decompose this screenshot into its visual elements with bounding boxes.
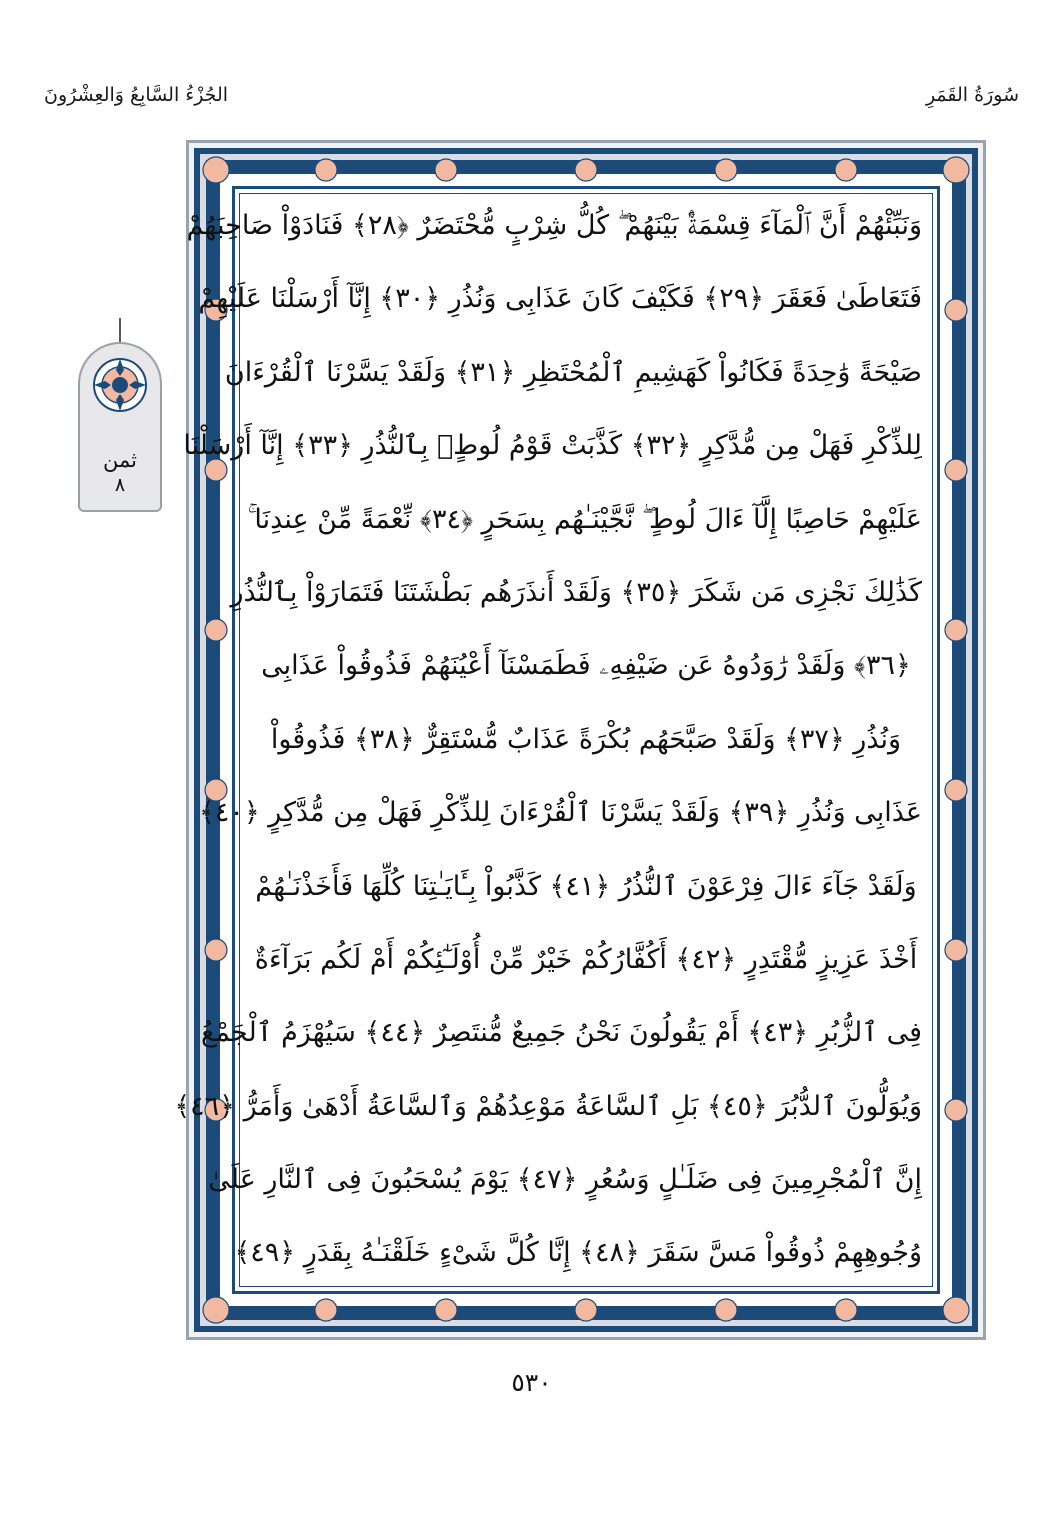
ayah-line: وَيُوَلُّونَ ٱلدُّبُرَ ﴿٤٥﴾ بَلِ ٱلسَّاعَةُ مَوْعِدُهُمْ وَٱلسَّاعَةُ أَدْهَىٰ وَأَمَرُّ ﴿٤٦﴾ [174,1090,922,1122]
juz-title: الجُزْءُ السَّابِعُ وَالعِشْرُونَ [44,84,229,106]
ayah-line: إِنَّ ٱلْمُجْرِمِينَ فِى ضَلَـٰلٍ وَسُعُرٍ ﴿٤٧﴾ يَوْمَ يُسْحَبُونَ فِى ٱلنَّارِ عَلَىٰ [208,1164,922,1196]
right-band-motifs [945,299,967,1121]
left-band-motifs [205,299,227,1121]
ayah-line: فَتَعَاطَىٰ فَعَقَرَ ﴿٢٩﴾ فَكَيْفَ كَانَ عَذَابِى وَنُذُرِ ﴿٣٠﴾ إِنَّآ أَرْسَلْنَا عَلَيْهِمْ [198,283,922,315]
ayah-line: لِلذِّكْرِ فَهَلْ مِن مُّدَّكِرٍ ﴿٣٢﴾ كَذَّبَتْ قَوْمُ لُوطٍۭ بِٱلنُّذُرِ ﴿٣٣﴾ إِنَّآ أَرْسَلْنَا [183,430,922,462]
top-band-motifs [315,159,857,181]
ayah-line: وَنُذُرِ ﴿٣٧﴾ وَلَقَدْ صَبَّحَهُم بُكْرَةً عَذَابٌ مُّسْتَقِرٌّ ﴿٣٨﴾ فَذُوقُواْ [270,723,902,755]
ayah-line: أَخْذَ عَزِيزٍ مُّقْتَدِرٍ ﴿٤٢﴾ أَكُفَّارُكُمْ خَيْرٌ مِّنْ أُوْلَـٰٓئِكُمْ أَمْ لَكُم بَرَآءَةٌ [254,943,918,975]
ayah-line: كَذَٰلِكَ نَجْزِى مَن شَكَرَ ﴿٣٥﴾ وَلَقَدْ أَنذَرَهُم بَطْشَتَنَا فَتَمَارَوْاْ بِٱلنُّذُرِ [230,576,922,608]
ayah-line: فِى ٱلزُّبُرِ ﴿٤٣﴾ أَمْ يَقُولُونَ نَحْنُ جَمِيعٌ مُّنتَصِرٌ ﴿٤٤﴾ سَيُهْزَمُ ٱلْجَمْعُ [201,1017,922,1049]
ayah-line: عَذَابِى وَنُذُرِ ﴿٣٩﴾ وَلَقَدْ يَسَّرْنَا ٱلْقُرْءَانَ لِلذِّكْرِ فَهَلْ مِن مُّدَّكِرٍ ﴿٤٠﴾ [199,797,922,829]
thumn-number: ٨ [114,474,126,496]
thumn-marker [78,318,162,518]
ayah-line: عَلَيْهِمْ حَاصِبًا إِلَّآ ءَالَ لُوطٍ ۖ نَّجَّيْنَـٰهُم بِسَحَرٍ ﴿٣٤﴾ نِّعْمَةً مِّنْ عِندِنَا ۚ [247,503,922,535]
ayah-line: صَيْحَةً وَٰحِدَةً فَكَانُواْ كَهَشِيمِ ٱلْمُحْتَظِرِ ﴿٣١﴾ وَلَقَدْ يَسَّرْنَا ٱلْقُرْءَانَ [224,356,922,388]
sura-title: سُورَةُ القَمَرِ [925,84,1019,106]
ayah-line: ﴿٣٦﴾ وَلَقَدْ رَٰوَدُوهُ عَن ضَيْفِهِۦ فَطَمَسْنَآ أَعْيُنَهُمْ فَذُوقُواْ عَذَابِى [261,650,911,682]
ayah-line: وَنَبِّئْهُمْ أَنَّ ٱلْمَآءَ قِسْمَةٌۢ بَيْنَهُمْ ۖ كُلُّ شِرْبٍ مُّحْتَضَرٌ ﴿٢٨﴾ فَنَادَوْاْ صَاحِبَهُمْ [186,210,922,241]
ornamental-frame [174,140,986,1340]
thumn-body [78,342,162,512]
thumn-label: ثمن [103,447,137,472]
ayah-line: وُجُوهِهِمْ ذُوقُواْ مَسَّ سَقَرَ ﴿٤٨﴾ إِنَّا كُلَّ شَىْءٍ خَلَقْنَـٰهُ بِقَدَرٍ ﴿٤٩﴾ [234,1237,922,1269]
page-number: ٥٣٠ [511,1368,552,1397]
bottom-band-motifs [315,1299,857,1321]
ayah-line: وَلَقَدْ جَآءَ ءَالَ فِرْعَوْنَ ٱلنُّذُرُ ﴿٤١﴾ كَذَّبُواْ بِـَٔايَـٰتِنَا كُلِّهَا فَأَخَذْنَـٰهُمْ [255,870,917,902]
page-header [0,78,1063,112]
quran-text-block [174,202,926,1278]
thumn-stem [119,318,121,344]
thumn-floral-icon [89,354,151,416]
